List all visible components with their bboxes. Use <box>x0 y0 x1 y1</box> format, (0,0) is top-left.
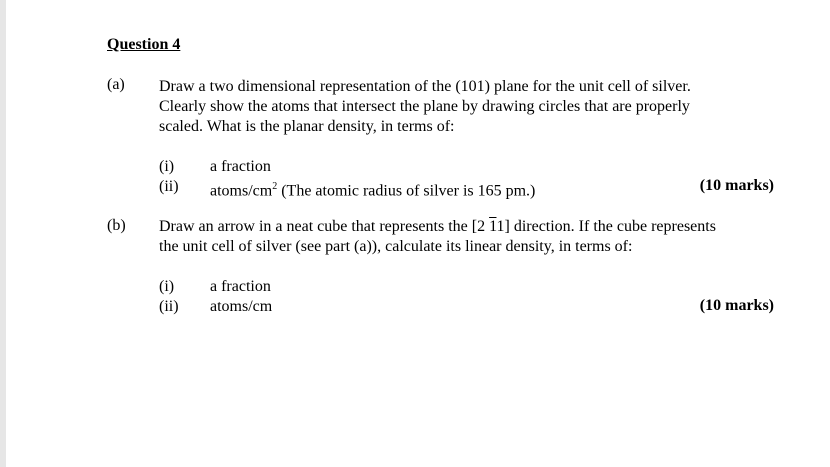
part-b-marks: (10 marks) <box>699 297 774 314</box>
overbar-digit: 1 <box>489 218 497 235</box>
part-b-item-2-text: atoms/cm <box>210 298 273 315</box>
unit-superscript: 2 <box>272 181 278 192</box>
part-b-text <box>159 217 779 257</box>
part-b-line-2: the unit cell of silver (see part (a)), calculate its linear density, in terms of: <box>159 238 633 255</box>
part-b-line-1 <box>159 217 779 237</box>
item-2-note: (The atomic radius of silver is 165 pm.) <box>277 182 536 200</box>
part-a-item-2-text <box>210 177 535 201</box>
unit-text: atoms/cm <box>210 182 273 200</box>
part-b-item-1-text: a fraction <box>210 278 271 295</box>
part-b-item-2-num: (ii) <box>159 298 179 315</box>
part-a-item-2-num: (ii) <box>159 178 179 195</box>
part-b-item-1-num: (i) <box>159 278 175 295</box>
question-title: Question 4 <box>107 36 181 53</box>
part-b-line-1-pre: Draw an arrow in a neat cube that represents the [2 <box>159 218 490 235</box>
part-b-label: (b) <box>107 217 126 234</box>
part-a-marks: (10 marks) <box>699 177 774 194</box>
part-a-label: (a) <box>107 76 125 93</box>
part-a-text <box>159 77 779 137</box>
part-a-line-3: scaled. What is the planar density, in terms of: <box>159 118 455 135</box>
part-a-line-2: Clearly show the atoms that intersect the plane by drawing circles that are properly <box>159 98 690 115</box>
part-a-item-1-text: a fraction <box>210 158 271 175</box>
part-a-item-1-num: (i) <box>159 158 175 175</box>
part-b-line-1-post: 1] direction. If the cube represents <box>496 218 716 235</box>
part-a-line-1: Draw a two dimensional representation of the (101) plane for the unit cell of silver. <box>159 78 691 95</box>
